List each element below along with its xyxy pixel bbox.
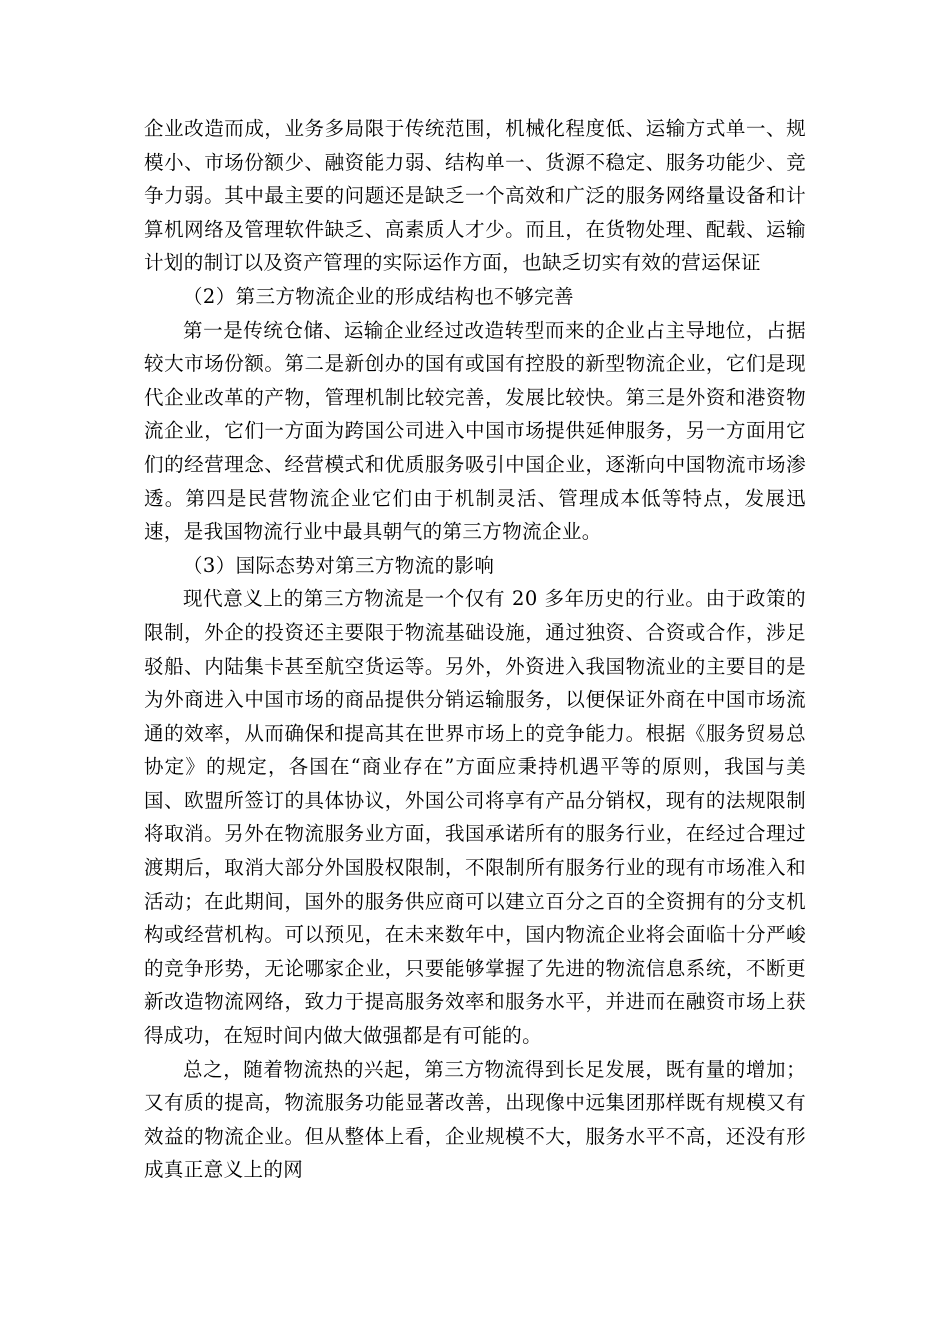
paragraph-continuation: 企业改造而成，业务多局限于传统范围，机械化程度低、运输方式单一、规模小、市场份额少、融资能力弱、结构单一、货源不稳定、服务功能少、竞争力弱。其中最主要的问题还是缺乏一个高效和广泛的服务网络量设备和计算机网络及管理软件缺乏、高素质人才少。而且，在货物处理、配载、运输计划的制订以及资产管理的实际运作方面，也缺乏切实有效的营运保证 (144, 117, 806, 275)
paragraph-summary: 总之，随着物流热的兴起，第三方物流得到长足发展，既有量的增加；又有质的提高，物流服务功能显著改善，出现像中远集团那样既有规模又有效益的物流企业。但从整体上看，企业规模不大，服务水平不高，还没有形成真正意义上的网 (144, 1057, 806, 1182)
paragraph-international-situation: 现代意义上的第三方物流是一个仅有 20 多年历史的行业。由于政策的限制，外企的投资还主要限于物流基础设施，通过独资、合资或合作，涉足驳船、内陆集卡甚至航空货运等。另外，外资进入我国物流业的主要目的是为外商进入中国市场的商品提供分销运输服务，以便保证外商在中国市场流通的效率，从而确保和提高其在世界市场上的竞争能力。根据《服务贸易总协定》的规定，各国在“商业存在”方面应秉持机遇平等的原则，我国与美国、欧盟所签订的具体协议，外国公司将享有产品分销权，现有的法规限制将取消。另外在物流服务业方面，我国承诺所有的服务行业，在经过合理过渡期后，取消大部分外国股权限制，不限制所有服务行业的现有市场准入和活动；在此期间，国外的服务供应商可以建立百分之百的全资拥有的分支机构或经营机构。可以预见，在未来数年中，国内物流企业将会面临十分严峻的竞争形势，无论哪家企业，只要能够掌握了先进的物流信息系统，不断更新改造物流网络，致力于提高服务效率和服务水平，并进而在融资市场上获得成功，在短时间内做大做强都是有可能的。 (144, 587, 806, 1048)
paragraph-formation-structure: 第一是传统仓储、运输企业经过改造转型而来的企业占主导地位，占据较大市场份额。第二是新创办的国有或国有控股的新型物流企业，它们是现代企业改革的产物，管理机制比较完善，发展比较快。第三是外资和港资物流企业，它们一方面为跨国公司进入中国市场提供延伸服务，另一方面用它们的经营理念、经营模式和优质服务吸引中国企业，逐渐向中国物流市场渗透。第四是民营物流企业它们由于机制灵活、管理成本低等特点，发展迅速，是我国物流行业中最具朝气的第三方物流企业。 (144, 318, 806, 544)
section-heading-international-situation: （3）国际态势对第三方物流的影响 (183, 553, 495, 577)
document-page (144, 112, 806, 1187)
section-heading-formation-structure: （2）第三方物流企业的形成结构也不够完善 (183, 284, 574, 308)
